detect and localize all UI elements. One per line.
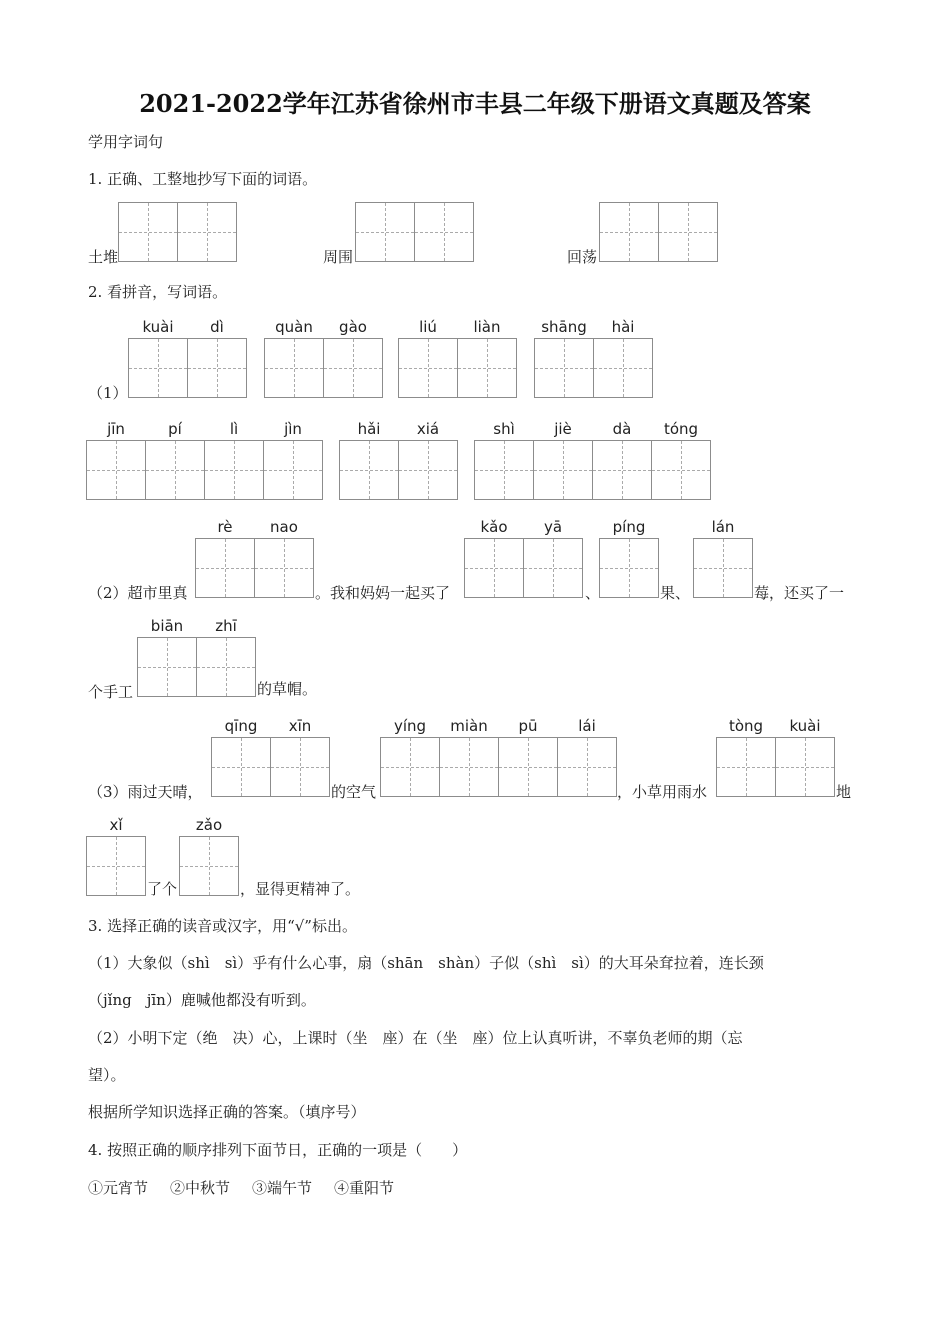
question-1-prompt: 1. 正确、工整地抄写下面的词语。 <box>88 170 318 188</box>
pinyin: dì <box>210 318 224 336</box>
writing-grid[interactable] <box>599 202 718 262</box>
copy-word: 土堆 <box>88 248 119 266</box>
question-line: （jǐng jīn）鹿喊他都没有听到。 <box>88 991 316 1009</box>
writing-grid[interactable] <box>474 440 711 500</box>
writing-grid[interactable] <box>355 202 474 262</box>
sentence-text: （2）超市里真 <box>88 584 188 602</box>
pinyin: pū <box>518 717 538 735</box>
sentence-text: 、 <box>585 584 601 602</box>
pinyin: xiá <box>416 420 440 438</box>
writing-grid[interactable] <box>195 538 314 598</box>
pinyin: píng <box>612 518 646 536</box>
option-item[interactable]: ②中秋节 <box>170 1179 231 1197</box>
writing-grid[interactable] <box>380 737 617 797</box>
writing-grid[interactable] <box>211 737 330 797</box>
pinyin: nao <box>270 518 298 536</box>
pinyin: tóng <box>663 420 699 438</box>
pinyin: miàn <box>450 717 488 735</box>
pinyin: shì <box>493 420 515 438</box>
pinyin: gào <box>339 318 367 336</box>
pinyin: jìn <box>284 420 302 438</box>
pinyin: rè <box>217 518 233 536</box>
pinyin: shāng <box>541 318 587 336</box>
writing-grid[interactable] <box>693 538 753 598</box>
writing-grid[interactable] <box>86 836 146 896</box>
pinyin: kuài <box>789 717 821 735</box>
pinyin: hài <box>611 318 635 336</box>
pinyin: xīn <box>288 717 312 735</box>
sentence-text: 莓，还买了一 <box>754 584 845 602</box>
pinyin: pí <box>168 420 182 438</box>
pinyin: quàn <box>275 318 313 336</box>
pinyin: liú <box>419 318 437 336</box>
pinyin: zǎo <box>195 816 223 834</box>
sentence-text: 个手工 <box>88 683 134 701</box>
part-label: （1） <box>88 384 128 402</box>
pinyin: kǎo <box>480 518 508 536</box>
page-title: 2021-2022学年江苏省徐州市丰县二年级下册语文真题及答案 <box>139 89 811 118</box>
sentence-text: 的空气 <box>331 783 377 801</box>
sentence-text: 地 <box>836 783 852 801</box>
copy-word: 周围 <box>323 248 354 266</box>
pinyin: jiè <box>554 420 572 438</box>
question-line: 望）。 <box>88 1066 126 1084</box>
option-item[interactable]: ①元宵节 <box>88 1179 149 1197</box>
pinyin: qīng <box>224 717 258 735</box>
writing-grid[interactable] <box>534 338 653 398</box>
section-heading: 学用字词句 <box>88 133 164 151</box>
question-line: （1）大象似（shì sì）乎有什么心事，扇（shān shàn）子似（shì sì）的大耳朵耷拉着，连长颈 <box>88 954 764 972</box>
pinyin: kuài <box>142 318 174 336</box>
option-list <box>88 1178 416 1198</box>
option-item[interactable]: ④重阳节 <box>334 1179 395 1197</box>
option-item[interactable]: ③端午节 <box>252 1179 313 1197</box>
writing-grid[interactable] <box>128 338 247 398</box>
pinyin: dà <box>612 420 632 438</box>
section-heading: 根据所学知识选择正确的答案。（填序号） <box>88 1103 366 1121</box>
question-line: （2）小明下定（绝 决）心，上课时（坐 座）在（坐 座）位上认真听讲，不辜负老师的期（忘 <box>88 1029 743 1047</box>
writing-grid[interactable] <box>599 538 659 598</box>
pinyin: yíng <box>393 717 427 735</box>
pinyin: xǐ <box>109 816 123 834</box>
pinyin: yā <box>543 518 563 536</box>
writing-grid[interactable] <box>398 338 517 398</box>
writing-grid[interactable] <box>86 440 323 500</box>
copy-word: 回荡 <box>567 248 598 266</box>
writing-grid[interactable] <box>137 637 256 697</box>
sentence-text: 了个 <box>147 880 178 898</box>
pinyin: tòng <box>728 717 764 735</box>
sentence-text: 。我和妈妈一起买了 <box>315 584 451 602</box>
sentence-text: ，显得更精神了。 <box>240 880 361 898</box>
writing-grid[interactable] <box>716 737 835 797</box>
question-4-prompt: 4. 按照正确的顺序排列下面节日，正确的一项是（ ） <box>88 1141 468 1159</box>
pinyin: hǎi <box>357 420 381 438</box>
writing-grid[interactable] <box>118 202 237 262</box>
pinyin: biān <box>150 617 184 635</box>
writing-grid[interactable] <box>264 338 383 398</box>
pinyin: zhī <box>215 617 237 635</box>
sentence-text: ，小草用雨水 <box>617 783 708 801</box>
question-2-prompt: 2. 看拼音，写词语。 <box>88 283 228 301</box>
pinyin: lái <box>578 717 596 735</box>
writing-grid[interactable] <box>339 440 458 500</box>
writing-grid[interactable] <box>179 836 239 896</box>
writing-grid[interactable] <box>464 538 583 598</box>
sentence-text: 的草帽。 <box>257 680 318 698</box>
pinyin: jīn <box>107 420 125 438</box>
pinyin: liàn <box>473 318 501 336</box>
question-3-prompt: 3. 选择正确的读音或汉字，用“√”标出。 <box>88 917 357 935</box>
sentence-text: （3）雨过天晴， <box>88 783 203 801</box>
pinyin: lán <box>711 518 735 536</box>
pinyin: lì <box>229 420 239 438</box>
sentence-text: 果、 <box>660 584 691 602</box>
